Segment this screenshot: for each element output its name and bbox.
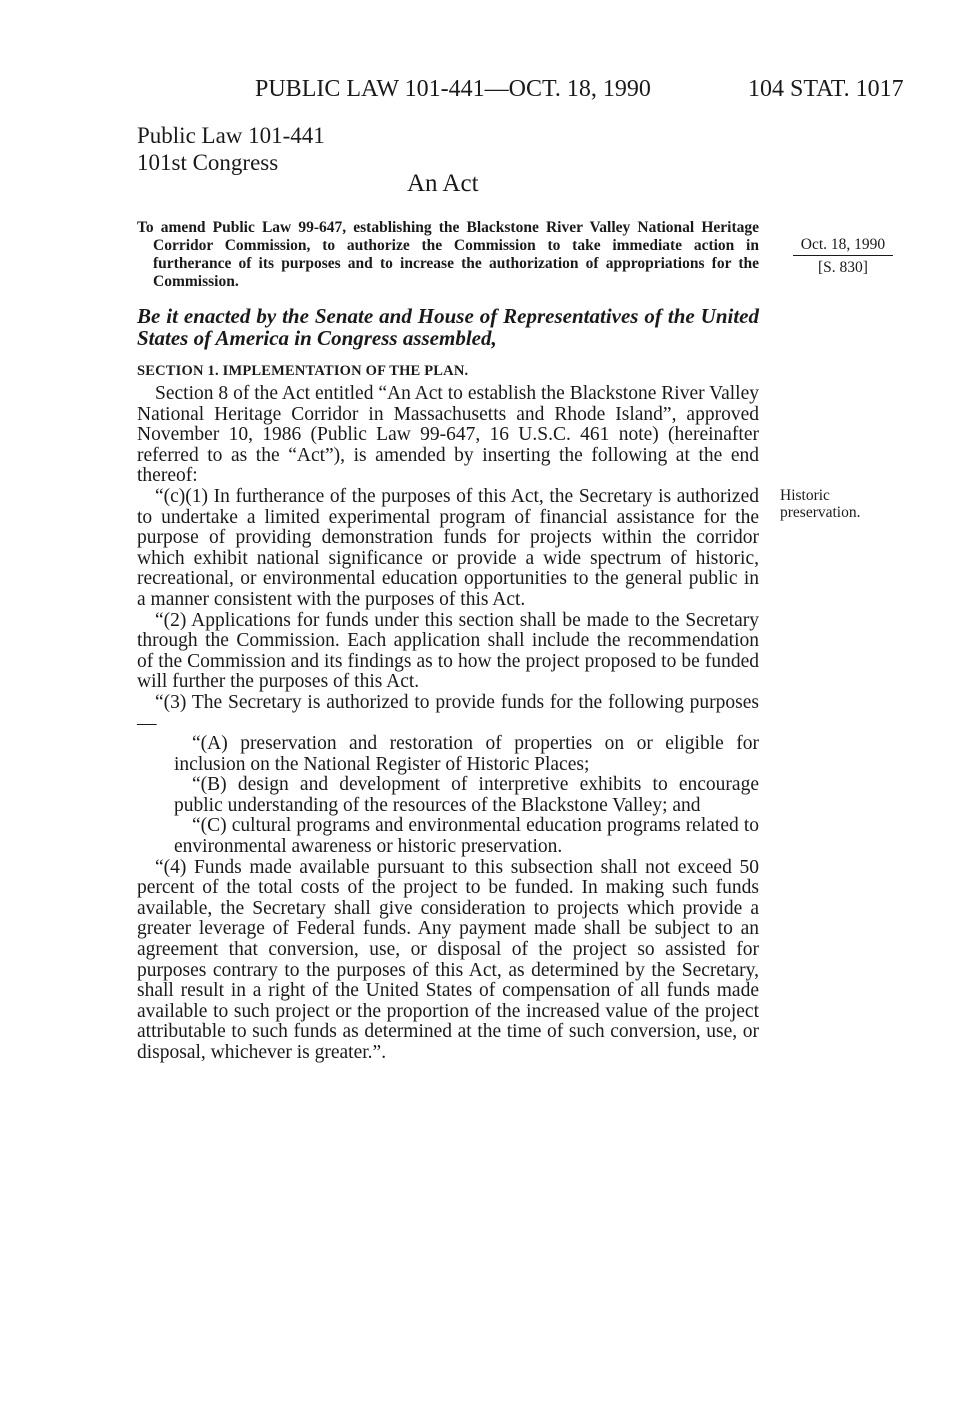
- purpose-clause: [137, 219, 759, 291]
- stat-page-number: 104 STAT. 1017: [748, 76, 904, 102]
- section-heading: SECTION 1. IMPLEMENTATION OF THE PLAN.: [137, 363, 469, 379]
- paragraph-c1: “(c)(1) In furtherance of the purposes of this Act, the Secretary is authorized to undertake a limited experimental program of financial assistance for the purpose of providing demonstration funds for projects within the corridor which exhibit national significance or provide a wide spectrum of historic, recreational, or environmental education opportunities to the general public in a manner consistent with the purposes of this Act.: [137, 485, 759, 610]
- bill-number: [S. 830]: [818, 259, 868, 276]
- paragraph-2: “(2) Applications for funds under this section shall be made to the Secretary through the Commission. Each application shall include the recommendation of the Commission and its findings as to how the project proposed to be funded will further the purposes of this Act.: [137, 609, 759, 693]
- subparagraph-c: “(C) cultural programs and environmental education programs related to environmental awareness or historic preservation.: [174, 815, 759, 858]
- act-title: An Act: [407, 170, 479, 197]
- law-number: Public Law 101-441: [137, 123, 325, 148]
- date-margin-note: [787, 235, 899, 277]
- margin-note-line-2: preservation.: [780, 504, 861, 521]
- historic-preservation-margin-note: [780, 487, 860, 521]
- margin-note-line-1: Historic: [780, 487, 830, 504]
- paragraph-3: “(3) The Secretary is authorized to provide funds for the following purposes—: [137, 691, 759, 734]
- purpose-clause-text: To amend Public Law 99-647, establishing the Blackstone River Valley National Heritage Corridor Commission, to authorize the Commission to take immediate action in furtherance of its purposes and to increase the authorization of appropriations for the Commission.: [137, 219, 759, 290]
- subparagraph-b: “(B) design and development of interpretive exhibits to encourage public understanding of the resources of the Blackstone Valley; and: [174, 774, 759, 816]
- subparagraph-a: “(A) preservation and restoration of properties on or eligible for inclusion on the National Register of Historic Places;: [174, 733, 759, 775]
- paragraph-4: “(4) Funds made available pursuant to this subsection shall not exceed 50 percent of the total costs of the project to be funded. In making such funds available, the Secretary shall give consideration to projects which provide a greater leverage of Federal funds. Any payment made shall be subject to an agreement that conversion, use, or disposal of the project so assisted for purposes contrary to the purposes of this Act, as determined by the Secretary, shall result in a right of the United States of compensation of all funds made available to such project or the proportion of the increased value of the project attributable to such funds as determined at the time of such conversion, use, or disposal, whichever is greater.”.: [137, 856, 759, 1063]
- section-body: [137, 384, 759, 1064]
- enacting-clause: Be it enacted by the Senate and House of Representatives of the United States of America in Congress assembled,: [137, 304, 759, 350]
- enactment-date: Oct. 18, 1990: [793, 235, 893, 256]
- congress-label: 101st Congress: [137, 150, 279, 175]
- section-intro-paragraph: Section 8 of the Act entitled “An Act to establish the Blackstone River Valley National Heritage Corridor in Massachusetts and Rhode Island”, approved November 10, 1986 (Public Law 99-647, 16 U.S.C. 461 note) (hereinafter referred to as the “Act”), is amended by inserting the following at the end thereof:: [137, 383, 759, 487]
- running-head: PUBLIC LAW 101-441—OCT. 18, 1990: [255, 76, 651, 102]
